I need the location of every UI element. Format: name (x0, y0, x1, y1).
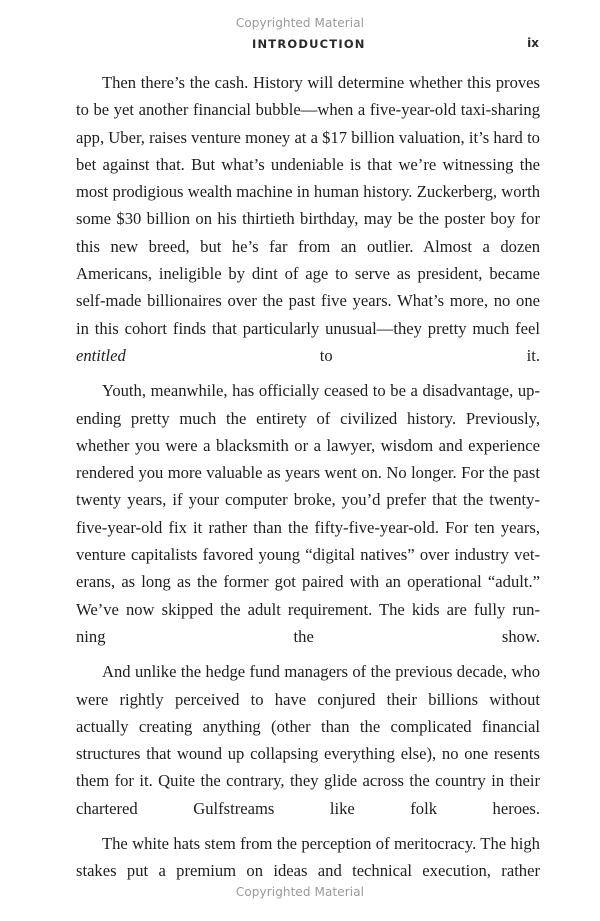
text-line: erans, as long as the former got paired with an operational “adult.” (76, 572, 540, 592)
text-line: who were rightly perceived to have conjured their billions without (76, 662, 540, 709)
emphasized-word: entitled (76, 345, 126, 365)
paragraph-1 (76, 69, 540, 369)
text-line: to it. (125, 345, 540, 365)
text-line: The white hats stem from the perception of meritocracy. The (102, 834, 507, 854)
text-line: And unlike the hedge fund managers of the previous decade, (102, 662, 508, 682)
copyright-watermark-bottom: Copyrighted Material (235, 885, 365, 899)
text-line: in this cohort finds that particularly unusual—they pretty much feel (76, 318, 540, 338)
text-line: rendered you more valuable as years went on. No longer. For the past (76, 463, 540, 483)
text-line: them for it. Quite the contrary, they glide across the country in their (76, 771, 540, 791)
paragraph-3 (76, 658, 540, 822)
copyright-watermark-top: Copyrighted Material (235, 16, 365, 30)
paragraph-2 (76, 377, 540, 650)
text-line: ending pretty much the entirety of civilized history. Previously, (76, 408, 540, 428)
text-line: ning the show. (76, 626, 540, 646)
text-line: Youth, meanwhile, has officially ceased to be a disadvantage, up- (102, 381, 540, 401)
text-line: whether you were a blacksmith or a lawyer, wisdom and experience (76, 435, 540, 455)
text-line: to bet against that. But what’s undeniable is that we’re witnessing the (76, 127, 540, 174)
text-line: high stakes put a premium on ideas and technical execution, rather (76, 834, 540, 881)
text-line: app, Uber, raises venture money at a $17 billion valuation, it’s hard (76, 127, 523, 147)
text-line: worth some $30 billion on his thirtieth birthday, may be the poster (76, 182, 540, 229)
text-line: to be yet another financial bubble—when a five-year-old taxi-sharing (76, 100, 540, 120)
text-line: five-year-old fix it rather than the fifty-five-year-old. For ten years, (76, 517, 540, 537)
text-line: venture capitalists favored young “digital natives” over industry vet- (76, 545, 540, 565)
paragraph-4 (76, 830, 540, 885)
running-head: INTRODUCTION (252, 37, 366, 51)
text-line: self-made billionaires over the past five years. What’s more, no one (76, 291, 540, 311)
text-line: Then there’s the cash. History will determine whether this proves (102, 73, 540, 92)
text-line: structures that wound up collapsing everything else), no one resents (76, 744, 540, 764)
body-text (76, 69, 540, 893)
text-line: most prodigious wealth machine in human history. Zuckerberg, (76, 182, 498, 202)
text-line: twenty years, if your computer broke, you’d prefer that the twenty- (76, 490, 540, 510)
text-line: Americans, ineligible by dint of age to serve as president, became (76, 264, 540, 284)
text-line: boy for this new breed, but he’s far from an outlier. Almost a dozen (76, 209, 540, 256)
text-line: We’ve now skipped the adult requirement. The kids are fully run- (76, 599, 540, 619)
page-number: ix (527, 36, 539, 50)
text-line: actually creating anything (other than the complicated financial (76, 716, 540, 736)
text-line: chartered Gulfstreams like folk heroes. (76, 798, 540, 818)
